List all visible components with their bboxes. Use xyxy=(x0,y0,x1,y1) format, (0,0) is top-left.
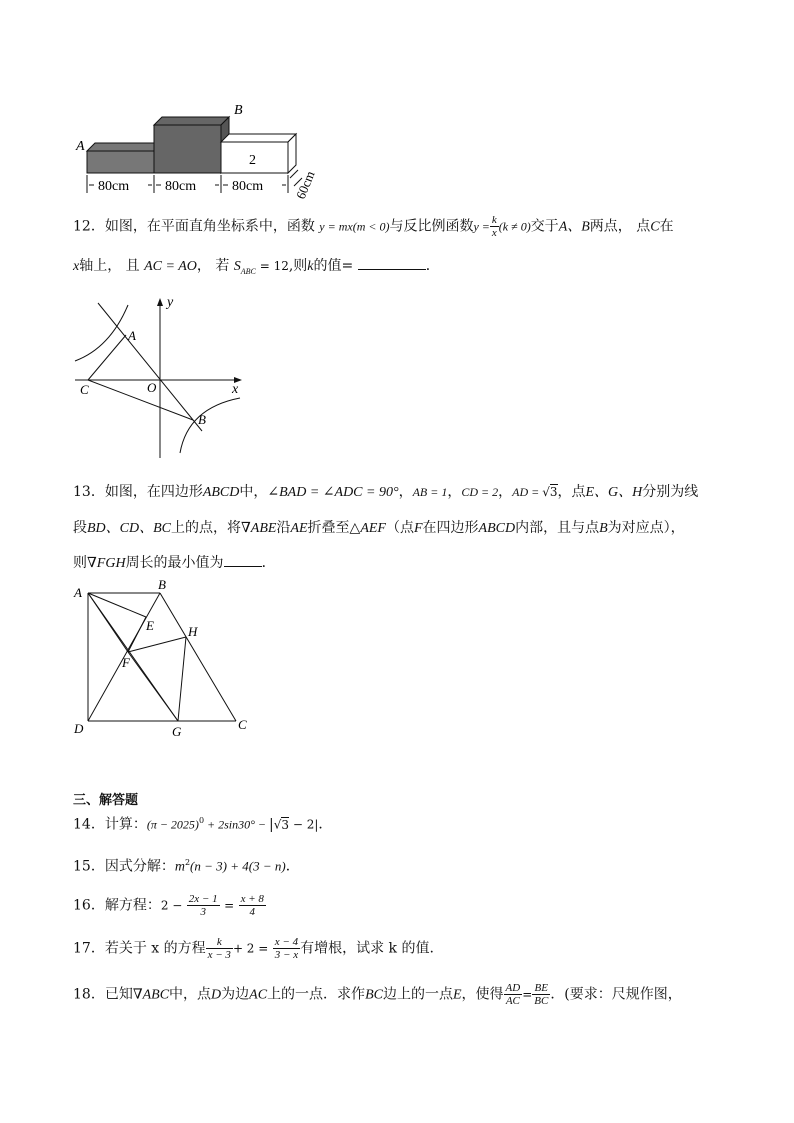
block-middle-front xyxy=(154,125,221,173)
dim-depth: 60cm xyxy=(292,168,318,202)
q12-x: x xyxy=(73,259,80,274)
q18-ac: AC xyxy=(249,987,268,1003)
q17-fraction-1 xyxy=(206,936,233,961)
q12-k: k xyxy=(307,259,314,274)
q16 xyxy=(73,893,266,918)
q12-text: ,则 xyxy=(288,258,308,274)
q12-area-val: = 12 xyxy=(255,259,289,273)
frac-num: k xyxy=(206,936,233,949)
frac-num: AD xyxy=(505,982,521,994)
q13-text: 沿 xyxy=(276,520,291,536)
section-heading: 三、解答题 xyxy=(73,793,139,808)
point-b-label: B xyxy=(158,577,166,592)
q13-text: （点 xyxy=(385,520,414,536)
axis-x-label: x xyxy=(232,382,239,397)
q16-fraction-2 xyxy=(239,893,266,918)
q14-abs-open: | xyxy=(269,816,274,833)
q12-func2-cond: (k ≠ 0) xyxy=(498,219,531,234)
q12-text: 与反比例函数 xyxy=(389,218,474,235)
q15-number: 15． xyxy=(73,858,105,875)
q14-expr: (π − 2025) xyxy=(146,817,199,832)
point-d-label: D xyxy=(74,721,84,736)
q17-fraction-2 xyxy=(273,936,300,961)
dim-1: 80cm xyxy=(98,179,130,194)
q16-eq: = xyxy=(224,898,235,913)
q15-exp: 2 xyxy=(184,858,191,867)
q13-number: 13． xyxy=(73,484,105,500)
q16-number: 16． xyxy=(73,897,105,914)
q13-points: E、G、H xyxy=(585,485,643,500)
hyperbola-branch-upper-left xyxy=(75,305,128,361)
q12-text: 轴上， 且 xyxy=(79,258,140,274)
q13-f: F xyxy=(413,521,423,536)
q14-expr: + 2sin30° − xyxy=(204,817,270,832)
q14-end: ． xyxy=(318,816,333,833)
point-o-label: O xyxy=(147,380,157,395)
q18-tri: ∇ABC xyxy=(132,987,170,1003)
q18-number: 18． xyxy=(73,986,105,1003)
q13-text: ， xyxy=(447,484,462,500)
axis-y-label: y xyxy=(167,295,174,310)
q13-cd: CD = 2 xyxy=(461,485,499,499)
q13-tri-fgh: ∇FGH xyxy=(87,556,126,571)
frac-den: 3 − x xyxy=(274,949,299,962)
q13-sqrt3: 3 xyxy=(549,485,558,499)
q17-text: 若关于 x 的方程 xyxy=(104,940,206,957)
q15-expr: (n − 3) + 4(3 − n) xyxy=(190,858,286,874)
q13-ad: AD = xyxy=(512,485,543,499)
q12-line1 xyxy=(73,214,674,239)
q15-end: ． xyxy=(285,858,300,875)
q13-text: 周长的最小值为 xyxy=(125,555,224,571)
point-c-label: C xyxy=(238,717,247,732)
q12-line2 xyxy=(73,257,440,276)
q12-area-sub: ABC xyxy=(240,266,256,276)
point-a-label: A xyxy=(74,585,82,600)
q12-text: ， 若 xyxy=(196,258,230,274)
q18-text: ．(要求：尺规作图， xyxy=(550,986,682,1003)
q18-bc: BC xyxy=(365,987,383,1003)
q18-fraction-2 xyxy=(532,982,550,1007)
q15-text: 因式分解： xyxy=(104,858,175,875)
dim-2: 80cm xyxy=(165,179,197,194)
label-b: B xyxy=(234,103,243,118)
point-g-label: G xyxy=(172,724,182,739)
q13-text: 则 xyxy=(73,555,87,571)
q12-fraction xyxy=(490,214,499,239)
q13-text: 如图，在四边形 xyxy=(104,484,203,500)
frac-den: AC xyxy=(505,995,520,1008)
q13-ab: AB = 1 xyxy=(412,485,448,499)
q13-text: ，点 xyxy=(557,484,586,500)
q18-text: 上的一点．求作 xyxy=(267,986,366,1003)
q12-ac-ao: AC = AO xyxy=(144,259,197,274)
point-e-label: E xyxy=(146,618,154,633)
q12-answer-blank[interactable] xyxy=(358,257,426,270)
q12-text: 在 xyxy=(659,218,674,235)
q13-segments: BD、CD、BC xyxy=(87,521,171,536)
q13-figure xyxy=(70,577,255,742)
point-f-label: F xyxy=(122,655,130,670)
q13-text: 内部，且与点 xyxy=(515,520,600,536)
q18-text: 已知 xyxy=(104,986,133,1003)
q13-text: 中， xyxy=(239,484,268,500)
q18-text: 边上的一点 xyxy=(382,986,453,1003)
point-a-label: A xyxy=(128,328,136,343)
q16-expr: 2 − xyxy=(160,898,183,913)
q13-abcd: ABCD xyxy=(478,521,516,536)
q14: 14．计算：$(\pi - 2025)^0 + 2\sin 30^\circ - |√3 - 2|$． xyxy=(73,816,333,833)
q13-line1: 13．如图，在四边形ABCD中，∠BAD = ∠ADC = 90°，AB = 1，CD = 2，AD = √3，点E、G、H分别为线 xyxy=(73,484,699,500)
q14-number: 14． xyxy=(73,816,105,833)
q13-text: ， xyxy=(498,484,513,500)
q13-line3 xyxy=(73,554,276,571)
q12-text: 两点， 点 xyxy=(589,218,651,235)
q15-m: m xyxy=(174,859,185,875)
q17 xyxy=(73,936,434,961)
q18-text: 中，点 xyxy=(169,986,212,1003)
q12-points: A、B xyxy=(558,219,590,235)
q13-line2 xyxy=(73,521,685,536)
line-y-mx xyxy=(98,303,202,431)
q12-func1: y = mx(m < 0) xyxy=(319,219,390,234)
dim-3: 80cm xyxy=(232,179,264,194)
block-left-front xyxy=(87,151,154,173)
box-label: 2 xyxy=(249,153,256,168)
q17-number: 17． xyxy=(73,940,105,957)
frac-num: x + 8 xyxy=(240,893,264,905)
q12-text: 如图，在平面直角坐标系中，函数 xyxy=(104,218,315,235)
q17-text: 有增根，试求 k 的值. xyxy=(300,940,434,957)
q16-fraction-1 xyxy=(187,893,220,918)
q18 xyxy=(73,982,682,1007)
point-b-label: B xyxy=(198,412,206,427)
block-right-top xyxy=(221,134,296,142)
q13-angles: ∠BAD = ∠ADC = 90° xyxy=(267,485,399,500)
q12-figure xyxy=(70,293,250,463)
q14-text: 计算： xyxy=(104,816,147,833)
q13-text: 为对应点）， xyxy=(607,520,685,536)
frac-den: x xyxy=(491,227,497,240)
q13-text: 折叠至 xyxy=(307,520,350,536)
q12-number: 12． xyxy=(73,218,105,235)
frac-den: 3 xyxy=(200,906,206,919)
q13-text: 段 xyxy=(73,520,87,536)
label-a: A xyxy=(76,139,85,154)
point-c-label: C xyxy=(80,382,89,397)
q17-expr: + 2 = xyxy=(232,941,269,956)
q14-expr: − 2| xyxy=(289,817,319,832)
q18-e: E xyxy=(452,987,462,1003)
q13-abcd: ABCD xyxy=(202,485,240,500)
q16-text: 解方程： xyxy=(104,897,161,914)
point-h-label: H xyxy=(188,624,198,639)
q12-text: 交于 xyxy=(530,218,559,235)
q18-d: D xyxy=(211,987,222,1003)
block-left-top xyxy=(87,143,162,151)
q18-text: ，使得 xyxy=(461,986,504,1003)
block-middle-top xyxy=(154,117,229,125)
q15 xyxy=(73,859,300,875)
frac-den: BC xyxy=(534,995,549,1008)
q12-text: 的值= xyxy=(313,258,354,274)
q18-eq: = xyxy=(522,987,533,1002)
blocks-figure xyxy=(70,98,340,208)
q13-answer-blank[interactable] xyxy=(224,554,262,567)
frac-den: 4 xyxy=(249,906,255,919)
frac-num: 2x − 1 xyxy=(188,893,218,905)
q12-end: ． xyxy=(425,258,440,274)
q13-text: 上的点，将 xyxy=(171,520,241,536)
q18-text: 为边 xyxy=(221,986,250,1003)
q13-ae: AE xyxy=(290,521,308,536)
frac-num: BE xyxy=(532,982,550,995)
q13-text: 在四边形 xyxy=(422,520,479,536)
q13-tri-aef: △AEF xyxy=(349,521,386,536)
q12-area: S xyxy=(233,259,241,274)
frac-den: x − 3 xyxy=(207,949,231,962)
q12-point-c: C xyxy=(650,219,660,235)
q14-sqrt3: 3 xyxy=(281,817,290,832)
q13-end: ． xyxy=(261,555,276,571)
hyperbola-branch-lower-right xyxy=(180,398,240,453)
q14-exp: 0 xyxy=(198,816,205,825)
q13-b: B xyxy=(599,521,608,536)
q12-func2: y = xyxy=(473,219,490,234)
q18-fraction-1 xyxy=(504,982,523,1007)
q13-text: 分别为线 xyxy=(642,484,699,500)
q13-text: ， xyxy=(398,484,413,500)
frac-num: k xyxy=(491,214,497,226)
q13-tri-abe: ∇ABE xyxy=(241,521,277,536)
frac-num: x − 4 xyxy=(274,936,299,948)
